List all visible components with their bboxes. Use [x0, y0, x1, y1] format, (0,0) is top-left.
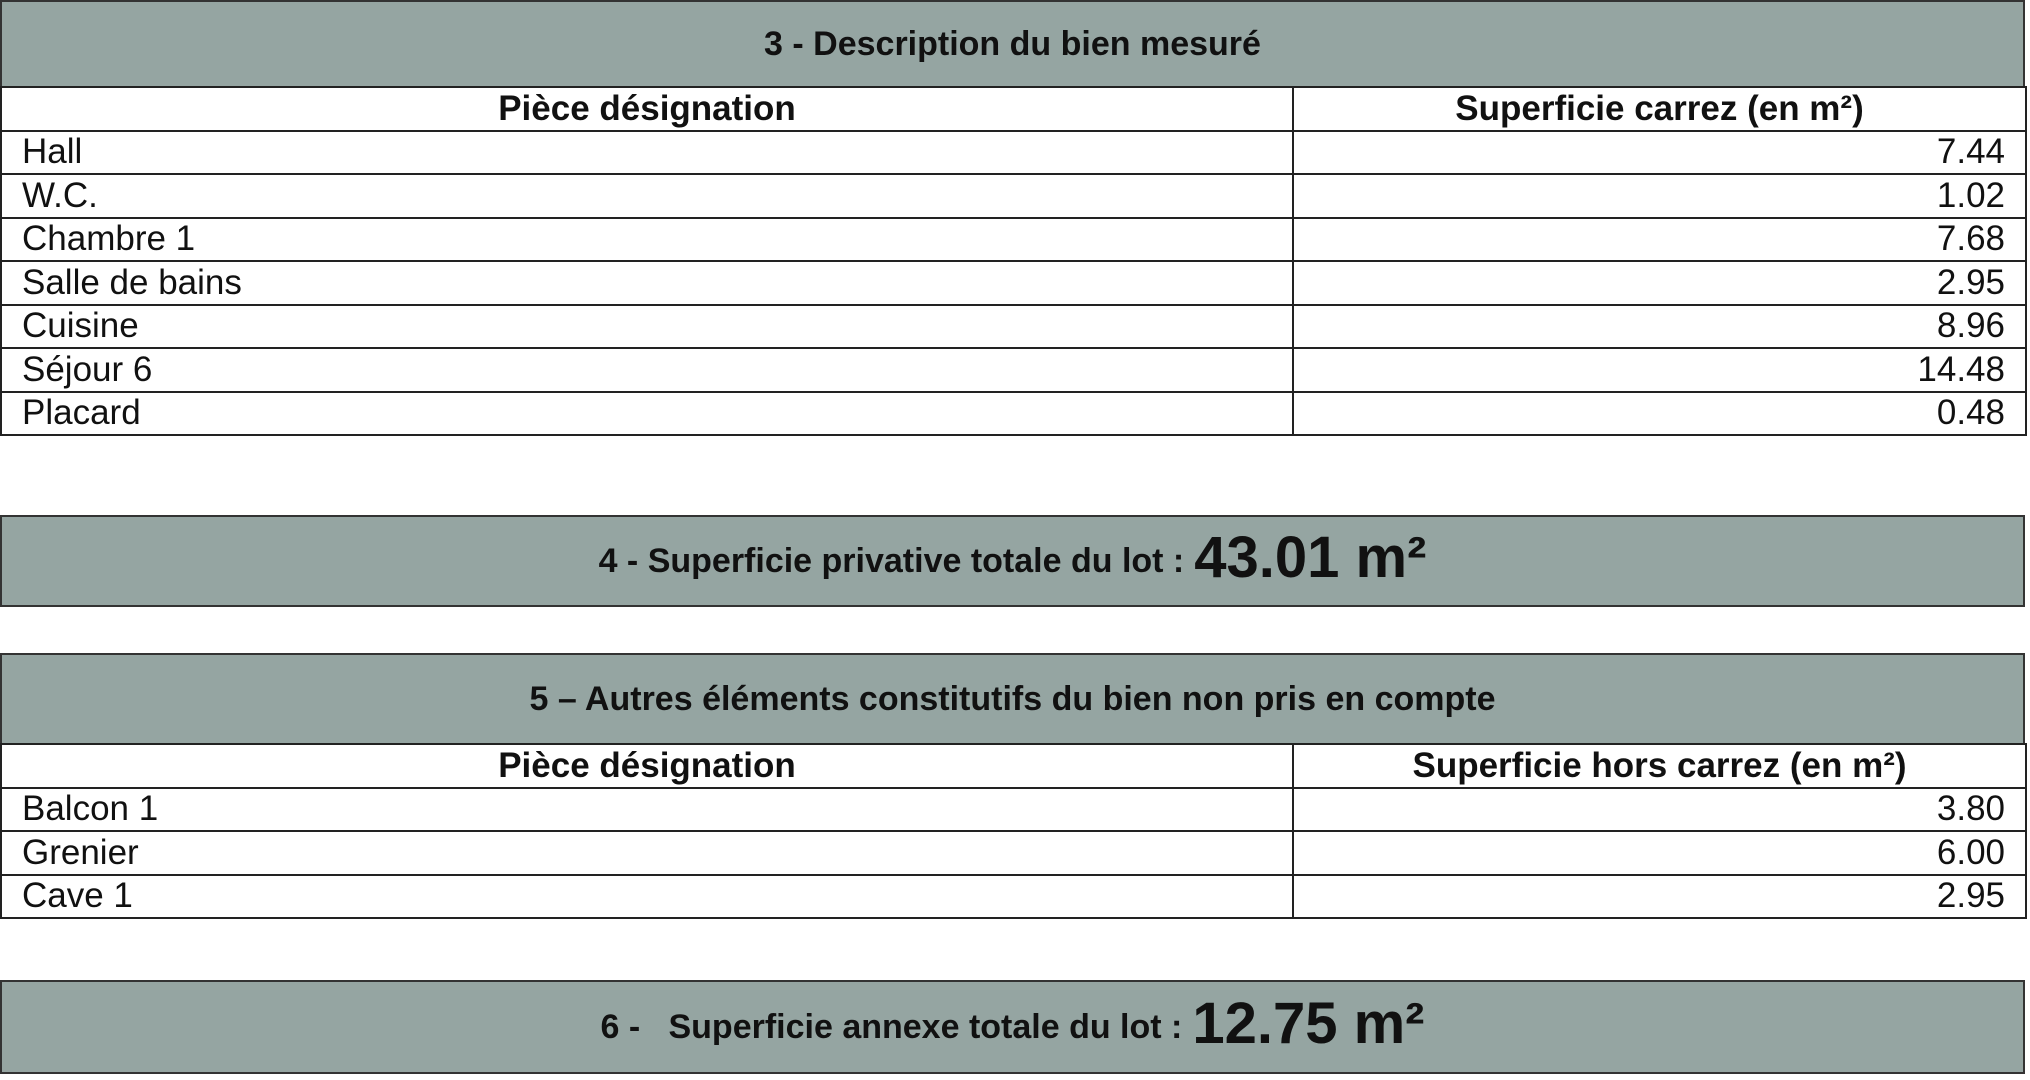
carrez-table-header [1, 87, 2026, 131]
table-row [1, 875, 2026, 919]
section-other-elements-header [0, 653, 2025, 745]
room-name: Balcon 1 [1, 788, 1293, 832]
room-name: Chambre 1 [1, 218, 1293, 262]
room-area: 14.48 [1293, 348, 2026, 392]
table-row [1, 131, 2026, 175]
room-area: 0.48 [1293, 392, 2026, 436]
annex-total-band [0, 980, 2025, 1074]
room-area: 2.95 [1293, 875, 2026, 919]
section-description-header [0, 0, 2025, 88]
table-row [1, 392, 2026, 436]
private-total-value: 43.01 m² [1194, 524, 1427, 590]
room-area: 1.02 [1293, 174, 2026, 218]
room-area: 2.95 [1293, 261, 2026, 305]
room-name: Salle de bains [1, 261, 1293, 305]
room-area: 7.44 [1293, 131, 2026, 175]
table-row [1, 174, 2026, 218]
table-row [1, 831, 2026, 875]
column-header-area: Superficie carrez (en m²) [1293, 87, 2026, 131]
column-header-room: Pièce désignation [1, 87, 1293, 131]
annex-total-label: 6 - Superficie annexe totale du lot : [600, 1007, 1183, 1046]
section-other-elements [0, 653, 2025, 919]
section-private-total [0, 515, 2025, 607]
room-name: Placard [1, 392, 1293, 436]
hors-carrez-table-header [1, 744, 2026, 788]
room-area: 7.68 [1293, 218, 2026, 262]
annex-total-value: 12.75 m² [1192, 990, 1425, 1056]
table-row [1, 218, 2026, 262]
room-area: 3.80 [1293, 788, 2026, 832]
hors-carrez-table [0, 743, 2027, 919]
room-area: 6.00 [1293, 831, 2026, 875]
private-total-band [0, 515, 2025, 607]
table-row [1, 348, 2026, 392]
column-header-area: Superficie hors carrez (en m²) [1293, 744, 2026, 788]
carrez-table [0, 86, 2027, 436]
column-header-room: Pièce désignation [1, 744, 1293, 788]
room-name: Cave 1 [1, 875, 1293, 919]
table-row [1, 305, 2026, 349]
section-description [0, 0, 2025, 436]
room-name: Hall [1, 131, 1293, 175]
section-other-elements-title: 5 – Autres éléments constitutifs du bien non pris en compte [529, 679, 1496, 718]
room-name: Cuisine [1, 305, 1293, 349]
room-name: Séjour 6 [1, 348, 1293, 392]
table-row [1, 788, 2026, 832]
table-row [1, 261, 2026, 305]
room-area: 8.96 [1293, 305, 2026, 349]
private-total-label: 4 - Superficie privative totale du lot : [598, 541, 1185, 580]
room-name: W.C. [1, 174, 1293, 218]
section-description-title: 3 - Description du bien mesuré [764, 24, 1261, 63]
room-name: Grenier [1, 831, 1293, 875]
section-annex-total [0, 980, 2025, 1074]
